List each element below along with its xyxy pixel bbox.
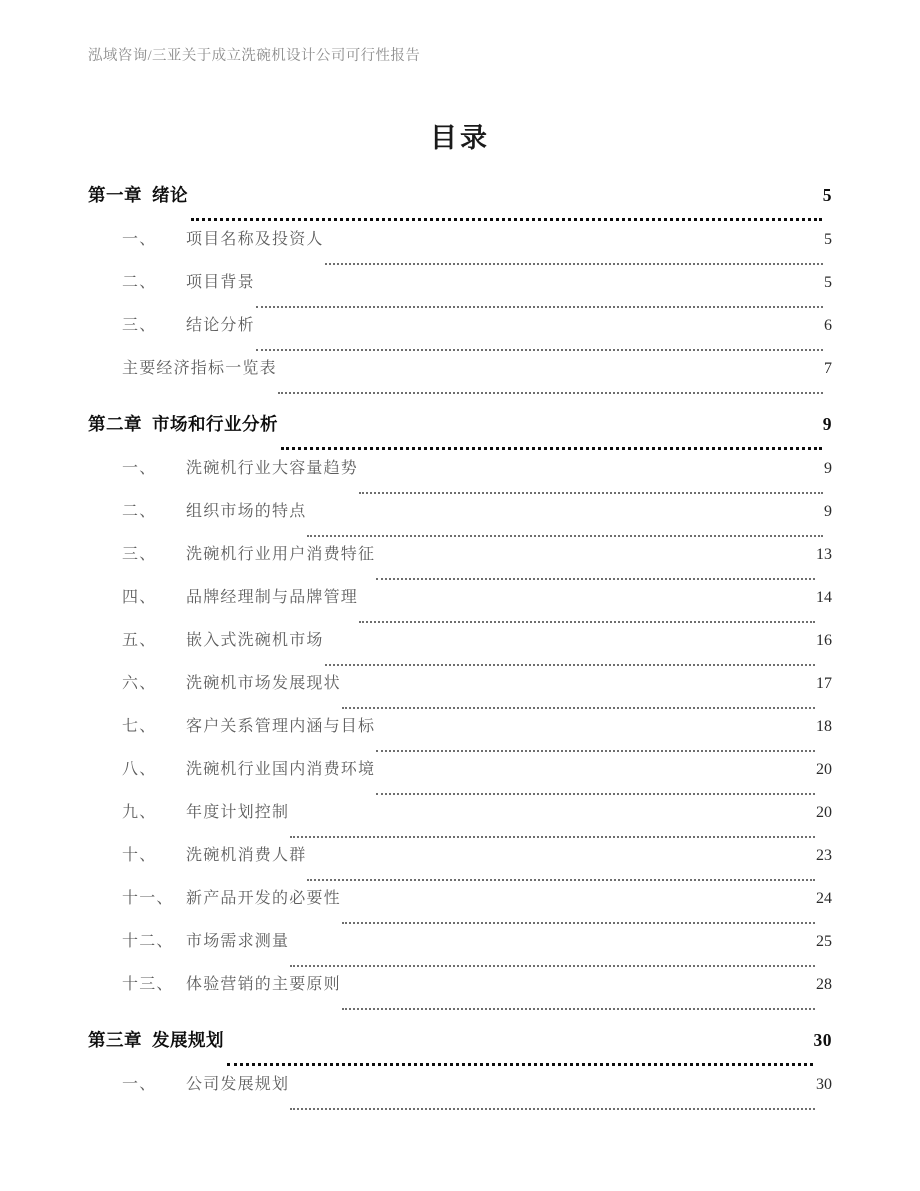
toc-entry-label: 项目名称及投资人 bbox=[186, 231, 324, 248]
toc-page-number: 7 bbox=[824, 360, 832, 377]
toc-entry-label: 绪论 bbox=[152, 186, 188, 206]
toc-entry-number: 六、 bbox=[122, 675, 157, 692]
toc-page-number: 30 bbox=[816, 1076, 832, 1093]
toc-page-number: 18 bbox=[816, 718, 832, 735]
toc-section-entry[interactable] bbox=[88, 842, 832, 885]
toc-dot-leader bbox=[342, 1008, 815, 1010]
toc-entry-label: 洗碗机消费人群 bbox=[186, 847, 307, 864]
toc-dot-leader bbox=[342, 707, 815, 709]
toc-section-entry[interactable] bbox=[88, 226, 832, 269]
toc-section-entry[interactable] bbox=[88, 355, 832, 398]
toc-entry-label: 洗碗机行业用户消费特征 bbox=[186, 546, 376, 563]
toc-entry-number: 三、 bbox=[122, 317, 157, 334]
toc-entry-label: 新产品开发的必要性 bbox=[186, 890, 341, 907]
toc-entry-number: 一、 bbox=[122, 460, 157, 477]
toc-entry-number: 十、 bbox=[122, 847, 157, 864]
toc-entry-label: 结论分析 bbox=[186, 317, 255, 334]
toc-entry-number: 五、 bbox=[122, 632, 157, 649]
toc-page-number: 14 bbox=[816, 589, 832, 606]
toc-entry-label: 年度计划控制 bbox=[186, 804, 290, 821]
toc-entry-number: 十三、 bbox=[122, 976, 174, 993]
toc-page-number: 13 bbox=[816, 546, 832, 563]
toc-chapter-entry[interactable] bbox=[88, 411, 832, 455]
toc-page-number: 24 bbox=[816, 890, 832, 907]
toc-entry-number: 十二、 bbox=[122, 933, 174, 950]
toc-dot-leader bbox=[376, 793, 815, 795]
toc-dot-leader bbox=[191, 218, 822, 221]
toc-page-number: 6 bbox=[824, 317, 832, 334]
toc-section-entry[interactable] bbox=[88, 885, 832, 928]
toc-dot-leader bbox=[359, 621, 815, 623]
toc-section-entry[interactable] bbox=[88, 269, 832, 312]
toc-dot-leader bbox=[278, 392, 823, 394]
toc-dot-leader bbox=[376, 750, 815, 752]
toc-dot-leader bbox=[342, 922, 815, 924]
toc-page-number: 9 bbox=[822, 414, 832, 434]
toc-dot-leader bbox=[290, 1108, 815, 1110]
toc-dot-leader bbox=[307, 535, 823, 537]
toc-section-entry[interactable] bbox=[88, 1071, 832, 1114]
toc-entry-number: 第一章 bbox=[88, 186, 142, 206]
toc-entry-number: 一、 bbox=[122, 1076, 157, 1093]
toc-page-number: 23 bbox=[816, 847, 832, 864]
toc-page-number: 20 bbox=[816, 804, 832, 821]
toc-section-entry[interactable] bbox=[88, 584, 832, 627]
running-header: 泓域咨询/三亚关于成立洗碗机设计公司可行性报告 bbox=[88, 48, 421, 64]
toc-section-entry[interactable] bbox=[88, 312, 832, 355]
toc-section-entry[interactable] bbox=[88, 541, 832, 584]
toc-entry-number: 七、 bbox=[122, 718, 157, 735]
toc-section-entry[interactable] bbox=[88, 670, 832, 713]
toc-section-entry[interactable] bbox=[88, 713, 832, 756]
toc-chapter-entry[interactable] bbox=[88, 182, 832, 226]
toc-entry-label: 洗碗机市场发展现状 bbox=[186, 675, 341, 692]
toc-dot-leader bbox=[325, 263, 823, 265]
toc-entry-number: 十一、 bbox=[122, 890, 174, 907]
toc-entry-label: 体验营销的主要原则 bbox=[186, 976, 341, 993]
toc-chapter-entry[interactable] bbox=[88, 1027, 832, 1071]
toc-entry-number: 第三章 bbox=[88, 1031, 142, 1051]
toc-page-number: 9 bbox=[824, 460, 832, 477]
toc-entry-number: 第二章 bbox=[88, 415, 142, 435]
toc-dot-leader bbox=[359, 492, 823, 494]
toc-section-entry[interactable] bbox=[88, 627, 832, 670]
toc-entry-label: 市场需求测量 bbox=[186, 933, 290, 950]
toc-entry-number: 三、 bbox=[122, 546, 157, 563]
toc-entry-label: 嵌入式洗碗机市场 bbox=[186, 632, 324, 649]
toc-dot-leader bbox=[307, 879, 815, 881]
toc-entry-label: 主要经济指标一览表 bbox=[122, 360, 277, 377]
toc-section-entry[interactable] bbox=[88, 756, 832, 799]
toc-entry-number: 一、 bbox=[122, 231, 157, 248]
toc-dot-leader bbox=[281, 447, 822, 450]
toc-entry-number: 二、 bbox=[122, 274, 157, 291]
toc-page-number: 5 bbox=[824, 231, 832, 248]
toc-entry-label: 发展规划 bbox=[152, 1031, 224, 1051]
toc-entry-number: 二、 bbox=[122, 503, 157, 520]
toc-dot-leader bbox=[325, 664, 815, 666]
toc-page-number: 16 bbox=[816, 632, 832, 649]
toc-entry-label: 洗碗机行业大容量趋势 bbox=[186, 460, 359, 477]
toc-section-entry[interactable] bbox=[88, 928, 832, 971]
toc-entry-label: 公司发展规划 bbox=[186, 1076, 290, 1093]
toc-entry-label: 客户关系管理内涵与目标 bbox=[186, 718, 376, 735]
toc-section-entry[interactable] bbox=[88, 799, 832, 842]
toc-entry-number: 八、 bbox=[122, 761, 157, 778]
toc-entry-label: 项目背景 bbox=[186, 274, 255, 291]
toc-dot-leader bbox=[227, 1063, 813, 1066]
toc-page-number: 20 bbox=[816, 761, 832, 778]
toc-entry-label: 品牌经理制与品牌管理 bbox=[186, 589, 359, 606]
toc-page-number: 17 bbox=[816, 675, 832, 692]
toc-dot-leader bbox=[256, 349, 823, 351]
toc-dot-leader bbox=[256, 306, 823, 308]
toc-entry-label: 洗碗机行业国内消费环境 bbox=[186, 761, 376, 778]
toc-page-number: 25 bbox=[816, 933, 832, 950]
toc-page-number: 9 bbox=[824, 503, 832, 520]
toc-dot-leader bbox=[290, 965, 815, 967]
toc-entry-label: 组织市场的特点 bbox=[186, 503, 307, 520]
toc-page-number: 28 bbox=[816, 976, 832, 993]
toc-page-number: 5 bbox=[824, 274, 832, 291]
toc-page-number: 5 bbox=[822, 185, 832, 205]
toc-section-entry[interactable] bbox=[88, 455, 832, 498]
toc-dot-leader bbox=[290, 836, 815, 838]
toc-entry-label: 市场和行业分析 bbox=[152, 415, 278, 435]
toc-section-entry[interactable] bbox=[88, 498, 832, 541]
toc-entry-number: 九、 bbox=[122, 804, 157, 821]
page-title: 目录 bbox=[430, 123, 490, 154]
toc-section-entry[interactable] bbox=[88, 971, 832, 1014]
table-of-contents bbox=[88, 182, 832, 1114]
toc-dot-leader bbox=[376, 578, 815, 580]
toc-entry-number: 四、 bbox=[122, 589, 157, 606]
toc-page-number: 30 bbox=[813, 1030, 832, 1050]
